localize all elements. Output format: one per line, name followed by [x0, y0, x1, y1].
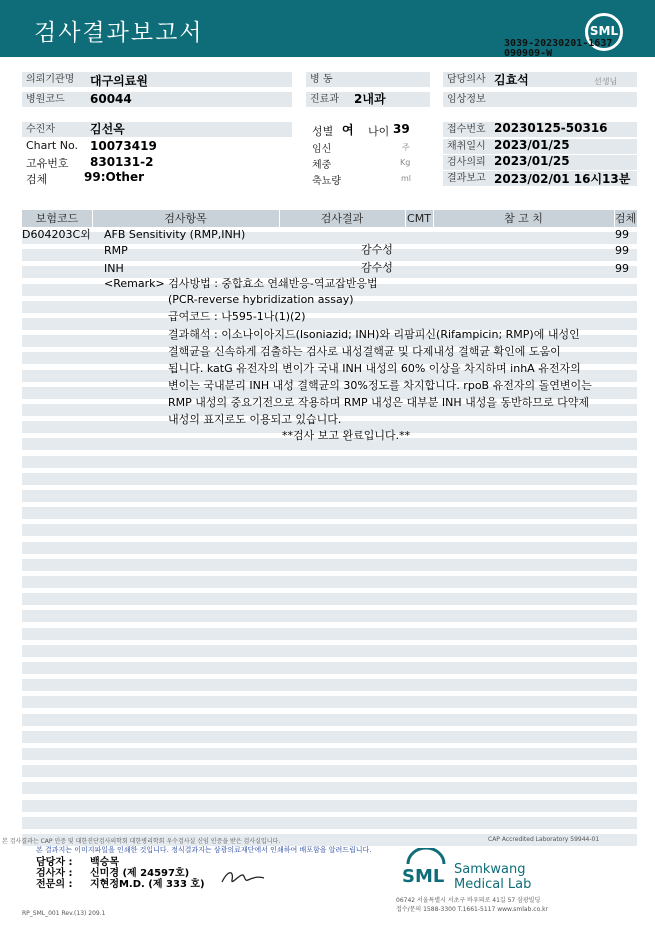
sml-logo-text: SML — [589, 24, 619, 38]
col-header-cmt: CMT — [405, 210, 433, 227]
doctor-label: 담당의사 — [443, 72, 491, 87]
col-header-specimen: 검체 — [614, 212, 637, 225]
table-row-stripe — [22, 679, 637, 691]
remark-line: 급여코드 : 나595-1나(1)(2) — [168, 310, 306, 323]
patient-label: 수진자 — [22, 122, 82, 137]
signature-icon — [218, 866, 268, 888]
remark-line: <Remark> 검사방법 : 중합효소 연쇄반응-역교잡반응법 — [104, 277, 378, 290]
requester-value: 대구의료원 — [90, 74, 148, 88]
table-row-stripe — [22, 800, 637, 812]
reported-label: 결과보고 — [443, 171, 491, 186]
brand-name-line-1: Samkwang — [454, 862, 526, 877]
collected-value: 2023/01/25 — [494, 138, 570, 152]
remark-line: 변이는 국내분리 INH 내성 결핵균의 30%정도를 차지합니다. rpoB 유전자의 돌연변이는 — [168, 379, 592, 392]
company-address: 06742 서울특별시 서초구 바우뫼로 41길 57 삼광빌딩 — [396, 897, 541, 904]
col-header-test-item: 검사항목 — [92, 210, 279, 227]
table-row-stripe — [22, 610, 637, 622]
report-complete-note: **검사 보고 완료입니다.** — [282, 429, 411, 442]
table-row-stripe — [22, 696, 637, 708]
weight-label: 체중 — [312, 160, 332, 171]
specimen-label: 검체 — [26, 173, 48, 186]
weight-unit: Kg — [400, 158, 411, 167]
requested-label: 검사의뢰 — [443, 155, 491, 170]
table-row-stripe — [22, 456, 637, 468]
form-number: RP_SML_001 Rev.(13) 209.1 — [22, 910, 106, 917]
brand-name-line-2: Medical Lab — [454, 877, 532, 892]
chart-no-label: Chart No. — [26, 139, 78, 152]
tester-name: 신미경 (제 24597호) — [90, 868, 190, 879]
department-label: 진료과 — [306, 92, 350, 107]
col-header-reference: 참 고 치 — [433, 210, 614, 227]
print-notice: 본 결과지는 이미지파일을 인쇄한 것입니다. 정식결과지는 삼광의료재단에서 인쇄하여 배포함을 알려드립니다. — [36, 846, 372, 854]
specimen-value: 99:Other — [84, 170, 145, 184]
table-row-stripe — [22, 782, 637, 794]
table-row-stripe — [22, 559, 637, 571]
row-2-result: 감수성 — [361, 243, 393, 256]
doctor-value: 김효석 — [494, 73, 529, 87]
table-row-stripe — [22, 714, 637, 726]
specialist-label: 전문의 : — [36, 879, 73, 890]
hospital-code-value: 60044 — [90, 92, 132, 106]
chart-no-value: 10073419 — [90, 139, 157, 153]
table-row-stripe — [22, 593, 637, 605]
tester-label: 검사자 : — [36, 868, 73, 879]
table-row-stripe — [22, 507, 637, 519]
remark-line: 됩니다. katG 유전자의 변이가 국내 INH 내성의 60% 이상을 차지하며 inhA 유전자의 — [168, 362, 581, 375]
report-title: 검사결과보고서 — [34, 20, 204, 46]
id-no-label: 고유번호 — [26, 157, 69, 170]
remark-line: (PCR-reverse hybridization assay) — [168, 293, 354, 306]
document-number-suffix: 090909-W — [504, 48, 553, 59]
col-separator — [405, 210, 406, 227]
row-1-item: AFB Sensitivity (RMP,INH) — [104, 228, 246, 241]
col-header-result: 검사결과 — [279, 210, 405, 227]
row-3-specimen: 99 — [615, 262, 629, 275]
clinical-bg — [491, 92, 637, 107]
table-row-stripe — [22, 817, 637, 829]
table-row-stripe — [22, 731, 637, 743]
urine-unit: ml — [401, 174, 412, 183]
row-2-specimen: 99 — [615, 244, 629, 257]
collected-label: 채취일시 — [443, 139, 491, 154]
table-row-stripe — [22, 490, 637, 502]
sex-label: 성별 — [312, 125, 334, 138]
pregnancy-label: 임신 — [312, 144, 332, 155]
receipt-no-value: 20230125-50316 — [494, 121, 608, 135]
table-row-stripe — [22, 473, 637, 485]
doctor-suffix: 선생님 — [594, 77, 618, 86]
samkwang-logo-text: SML — [402, 866, 445, 887]
table-row-stripe — [22, 662, 637, 674]
table-row-stripe — [22, 748, 637, 760]
sex-value: 여 — [342, 123, 354, 137]
hospital-code-label: 병원코드 — [22, 92, 82, 107]
remark-line: 결핵균을 신속하게 검출하는 검사로 내성결핵균 및 다제내성 결핵균 확인에 도움이 — [168, 345, 561, 358]
remark-line: 결과해석 : 이소나이아지드(Isoniazid; INH)와 리팜피신(Rifampicin; RMP)에 내성인 — [168, 328, 580, 341]
table-row-stripe — [22, 524, 637, 536]
row-1-specimen: 99 — [615, 228, 629, 241]
remark-line: RMP 내성의 중요기전으로 작용하며 RMP 내성은 대부분 INH 내성을 동반하므로 다약제 — [168, 396, 590, 409]
col-header-insurance-code: 보험코드 — [22, 210, 92, 227]
receipt-no-label: 접수번호 — [443, 122, 491, 137]
row-3-result: 감수성 — [361, 261, 393, 274]
specialist-name: 지현정M.D. (제 333 호) — [90, 879, 205, 890]
manager-label: 담당자 : — [36, 857, 73, 868]
patient-value: 김선옥 — [90, 122, 125, 136]
table-row-stripe — [22, 576, 637, 588]
ward-label: 병 동 — [306, 72, 354, 87]
requester-label: 의뢰기관명 — [22, 72, 82, 87]
department-value: 2내과 — [354, 92, 386, 106]
age-label: 나이 — [368, 125, 390, 138]
id-no-value: 830131-2 — [90, 155, 154, 169]
remark-line: 내성의 표지로도 이용되고 있습니다. — [168, 413, 342, 426]
document-number: 3039-20230201-1637 — [504, 38, 613, 49]
row-2-item: RMP — [104, 244, 128, 257]
age-value: 39 — [393, 122, 410, 136]
ward-bg — [354, 72, 430, 87]
col-separator — [433, 210, 434, 227]
row-1-code: D604203C외 — [22, 228, 91, 241]
requested-value: 2023/01/25 — [494, 154, 570, 168]
cap-accreditation: CAP Accredited Laboratory 59944-01 — [488, 836, 600, 843]
col-separator — [279, 210, 280, 227]
table-row-stripe — [22, 628, 637, 640]
row-3-item: INH — [104, 262, 124, 275]
col-separator — [92, 210, 93, 227]
reported-value: 2023/02/01 16시13분 — [494, 172, 631, 186]
col-separator — [614, 210, 615, 227]
accreditation-disclaimer: 본 검사결과는 CAP 인증 및 대한진단검사의학회 대한병리학회 우수검사실 신임 인증을 받은 검사실입니다. — [2, 838, 281, 845]
clinical-label: 임상정보 — [443, 92, 491, 107]
table-row-stripe — [22, 765, 637, 777]
company-contact: 접수/문의 1588-3300 T.1661-5117 www.smlab.co.kr — [396, 906, 549, 913]
urine-label: 축뇨량 — [312, 176, 341, 187]
table-row-stripe — [22, 542, 637, 554]
pregnancy-unit: 주 — [402, 143, 410, 152]
table-row-stripe — [22, 645, 637, 657]
manager-name: 백승목 — [90, 857, 119, 868]
